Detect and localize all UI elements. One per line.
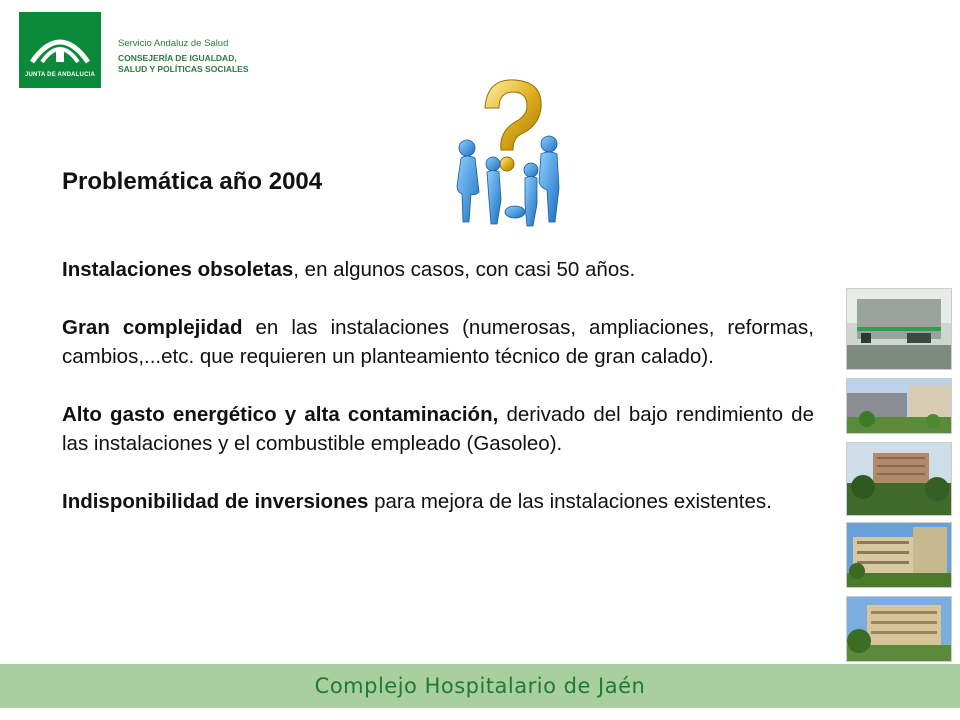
question-people-illustration xyxy=(445,72,575,237)
org-line-2: CONSEJERÍA DE IGUALDAD, xyxy=(118,53,237,63)
footer-bar xyxy=(0,664,960,708)
paragraph-complexity xyxy=(62,313,814,371)
slide-content xyxy=(62,255,814,545)
question-mark-icon xyxy=(445,72,575,232)
paragraph-1-text: , en algunos casos, con casi 50 años. xyxy=(293,258,636,281)
paragraph-2-bold: Gran complejidad xyxy=(62,316,243,339)
slide-title: Problemática año 2004 xyxy=(62,168,323,195)
paragraph-4-text: para mejora de las instalaciones existentes. xyxy=(368,490,772,513)
paragraph-3-bold: Alto gasto energético y alta contaminación, xyxy=(62,403,499,426)
logo-arch-icon xyxy=(28,26,92,66)
footer-text: Complejo Hospitalario de Jaén xyxy=(314,674,646,698)
paragraph-obsolete-installations xyxy=(62,255,814,284)
paragraph-1-bold: Instalaciones obsoletas xyxy=(62,258,294,281)
hospital-photo-2 xyxy=(846,378,952,434)
paragraph-2-text: en las instalaciones (numerosas, ampliaciones, reformas, cambios,...etc. que requieren un planteamiento técnico de gran calado). xyxy=(62,316,814,368)
paragraph-4-bold: Indisponibilidad de inversiones xyxy=(62,490,369,513)
hospital-photo-5 xyxy=(846,596,952,662)
junta-andalucia-logo xyxy=(19,12,101,88)
logo-text: JUNTA DE ANDALUCIA xyxy=(24,72,96,78)
paragraph-3-text: derivado del bajo rendimiento de las instalaciones y el combustible empleado (Gasoleo). xyxy=(62,403,814,455)
organization-name xyxy=(118,38,249,75)
org-line-3: SALUD Y POLÍTICAS SOCIALES xyxy=(118,64,249,74)
paragraph-energy-cost xyxy=(62,400,814,458)
paragraph-no-investment xyxy=(62,487,814,516)
hospital-photo-4 xyxy=(846,522,952,588)
hospital-photo-3 xyxy=(846,442,952,516)
org-line-1: Servicio Andaluz de Salud xyxy=(118,38,229,49)
hospital-photo-1 xyxy=(846,288,952,370)
